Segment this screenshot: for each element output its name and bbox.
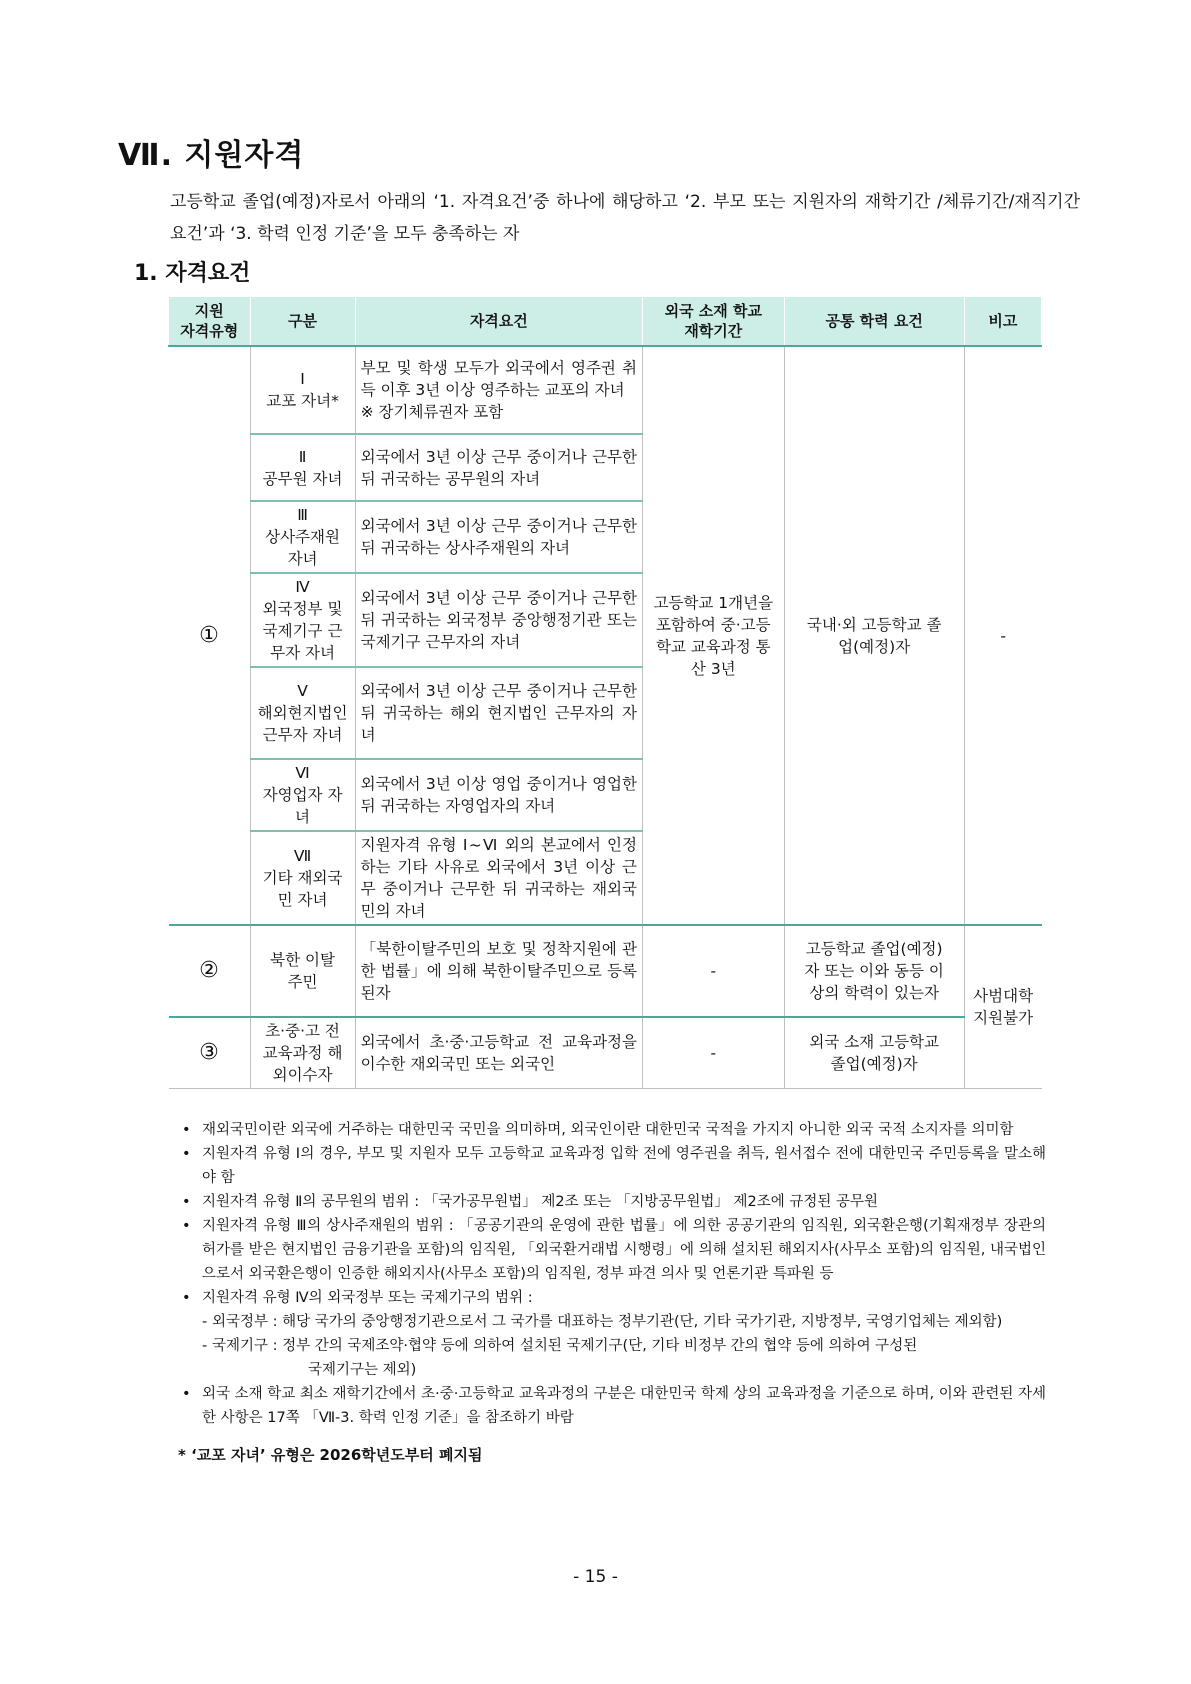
notes-list — [178, 1118, 1046, 1430]
category-label: 기타 재외국민 자녀 — [262, 869, 343, 909]
requirement-note: ※ 장기체류권자 포함 — [360, 403, 504, 421]
category-label: 공무원 자녀 — [262, 469, 343, 488]
list-item: • 재외국민이란 외국에 거주하는 대한민국 국민을 의미하며, 외국인이란 대한민국 국적을 가지지 아니한 외국 국적 소지자를 의미함 — [182, 1122, 1014, 1138]
category-number: Ⅱ — [298, 447, 307, 466]
header-education: 공통 학력 요건 — [784, 297, 964, 346]
subsection-title: 1. 자격요건 — [134, 261, 251, 286]
category-cell — [250, 759, 355, 831]
education-cell-1: 국내·외 고등학교 졸업(예정)자 — [784, 346, 964, 925]
category-number: Ⅲ — [297, 506, 308, 524]
list-item: - 국제기구 : 정부 간의 국제조약·협약 등에 의하여 설치된 국제기구(단, 기타 비정부 간의 협약 등에 의하여 구성된 — [202, 1338, 918, 1354]
requirement-text: 외국에서 3년 이상 근무 중이거나 근무한 뒤 귀국하는 공무원의 자녀 — [355, 434, 642, 501]
list-item: • 지원자격 유형 Ⅲ의 상사주재원의 범위 : 「공공기관의 운영에 관한 법률」에 의한 공공기관의 임직원, 외국환은행(기획재정부 장관의 허가를 받은 현지법인 금융기관을 포함)의 임직원, 「외국환거래법 시행령」에 의해 설치된 해외지사(사무소 포함)의 임직원, 내국법인으로서 외국환은행이 인증한 해외지사(사무소 포함)의 임직원, 정부 파견 의사 및 언론기관 특파원 등 — [182, 1218, 1046, 1282]
requirement-text: 지원자격 유형 Ⅰ~Ⅵ 외의 본교에서 인정하는 기타 사유로 외국에서 3년 이상 근무 중이거나 근무한 뒤 귀국하는 재외국민의 자녀 — [355, 831, 642, 925]
list-item: • 외국 소재 학교 최소 재학기간에서 초·중·고등학교 교육과정의 구분은 대한민국 학제 상의 교육과정을 기준으로 하며, 이와 관련된 자세한 사항은 17쪽 「Ⅶ-3. 학력 인정 기준」을 참조하기 바람 — [182, 1386, 1046, 1426]
category-label: 자영업자 자녀 — [262, 786, 343, 826]
category-label: 북한 이탈주민 — [250, 925, 355, 1017]
list-item: • 지원자격 유형 Ⅰ의 경우, 부모 및 지원자 모두 고등학교 교육과정 입학 전에 영주권을 취득, 원서접수 전에 대한민국 주민등록을 말소해야 함 — [182, 1146, 1046, 1186]
header-type: 지원 자격유형 — [169, 297, 251, 346]
category-cell — [250, 573, 355, 667]
table-header-row — [169, 297, 1042, 346]
category-label: 상사주재원 자녀 — [265, 528, 340, 568]
education-cell-2: 고등학교 졸업(예정)자 또는 이와 동등 이상의 학력이 있는자 — [784, 925, 964, 1017]
remark-cell-23: 사범대학 지원불가 — [964, 925, 1041, 1089]
category-cell — [250, 667, 355, 759]
education-cell-3: 외국 소재 고등학교 졸업(예정)자 — [784, 1017, 964, 1089]
type-symbol-1: ① — [169, 346, 251, 925]
requirement-text: 외국에서 3년 이상 근무 중이거나 근무한 뒤 귀국하는 상사주재원의 자녀 — [355, 501, 642, 573]
type-symbol-2: ② — [169, 925, 251, 1017]
requirement-text: 부모 및 학생 모두가 외국에서 영주권 취득 이후 3년 이상 영주하는 교포의 자녀 — [360, 359, 638, 399]
list-item: - 외국정부 : 해당 국가의 중앙행정기관으로서 그 국가를 대표하는 정부기관(단, 기타 국가기관, 지방정부, 국영기업체는 제외함) — [202, 1314, 1003, 1330]
requirement-cell — [355, 346, 642, 434]
category-label: 해외현지법인 근무자 자녀 — [257, 704, 348, 744]
period-cell-1: 고등학교 1개년을 포함하여 중·고등학교 교육과정 통산 3년 — [643, 346, 785, 925]
requirement-text: 외국에서 3년 이상 근무 중이거나 근무한 뒤 귀국하는 해외 현지법인 근무자의 자녀 — [355, 667, 642, 759]
section-title: Ⅶ. 지원자격 — [118, 138, 305, 173]
type-symbol-3: ③ — [169, 1017, 251, 1089]
list-item: 국제기구는 제외) — [308, 1362, 417, 1378]
period-cell-2: - — [643, 925, 785, 1017]
category-number: Ⅰ — [300, 370, 305, 388]
requirements-table — [168, 297, 1042, 1089]
header-remark: 비고 — [964, 297, 1041, 346]
category-label: 초·중·고 전 교육과정 해외이수자 — [250, 1017, 355, 1089]
category-cell — [250, 346, 355, 434]
table-row — [169, 1017, 1042, 1089]
category-number: Ⅳ — [295, 578, 310, 596]
category-cell — [250, 831, 355, 925]
remark-cell-1: - — [964, 346, 1041, 925]
requirement-text: 「북한이탈주민의 보호 및 정착지원에 관한 법률」에 의해 북한이탈주민으로 등록된자 — [355, 925, 642, 1017]
footnote: * ‘교포 자녀’ 유형은 2026학년도부터 폐지됨 — [178, 1446, 483, 1464]
header-period: 외국 소재 학교 재학기간 — [643, 297, 785, 346]
requirement-text: 외국에서 초·중·고등학교 전 교육과정을 이수한 재외국민 또는 외국인 — [355, 1017, 642, 1089]
requirement-text: 외국에서 3년 이상 근무 중이거나 근무한 뒤 귀국하는 외국정부 중앙행정기관 또는 국제기구 근무자의 자녀 — [355, 573, 642, 667]
category-cell — [250, 434, 355, 501]
requirement-text: 외국에서 3년 이상 영업 중이거나 영업한 뒤 귀국하는 자영업자의 자녀 — [355, 759, 642, 831]
category-label: 교포 자녀* — [266, 392, 339, 410]
header-category: 구분 — [250, 297, 355, 346]
list-item: • 지원자격 유형 Ⅳ의 외국정부 또는 국제기구의 범위 : — [182, 1290, 533, 1306]
period-cell-3: - — [643, 1017, 785, 1089]
list-item: • 지원자격 유형 Ⅱ의 공무원의 범위 : 「국가공무원법」 제2조 또는 「지방공무원법」 제2조에 규정된 공무원 — [182, 1194, 879, 1210]
category-number: Ⅵ — [295, 764, 310, 782]
category-number: Ⅴ — [297, 682, 308, 700]
table-row — [169, 925, 1042, 1017]
table-row — [169, 346, 1042, 434]
category-number: Ⅶ — [293, 847, 312, 865]
category-label: 외국정부 및 국제기구 근무자 자녀 — [262, 600, 343, 662]
header-requirement: 자격요건 — [355, 297, 642, 346]
page-number: - 15 - — [573, 1567, 618, 1587]
category-cell — [250, 501, 355, 573]
intro-paragraph: 고등학교 졸업(예정)자로서 아래의 ‘1. 자격요건’중 하나에 해당하고 ‘2. 부모 또는 지원자의 재학기간 /체류기간/재직기간 요건’과 ‘3. 학력 인정 기준’을 모두 충족하는 자 — [170, 192, 1080, 244]
